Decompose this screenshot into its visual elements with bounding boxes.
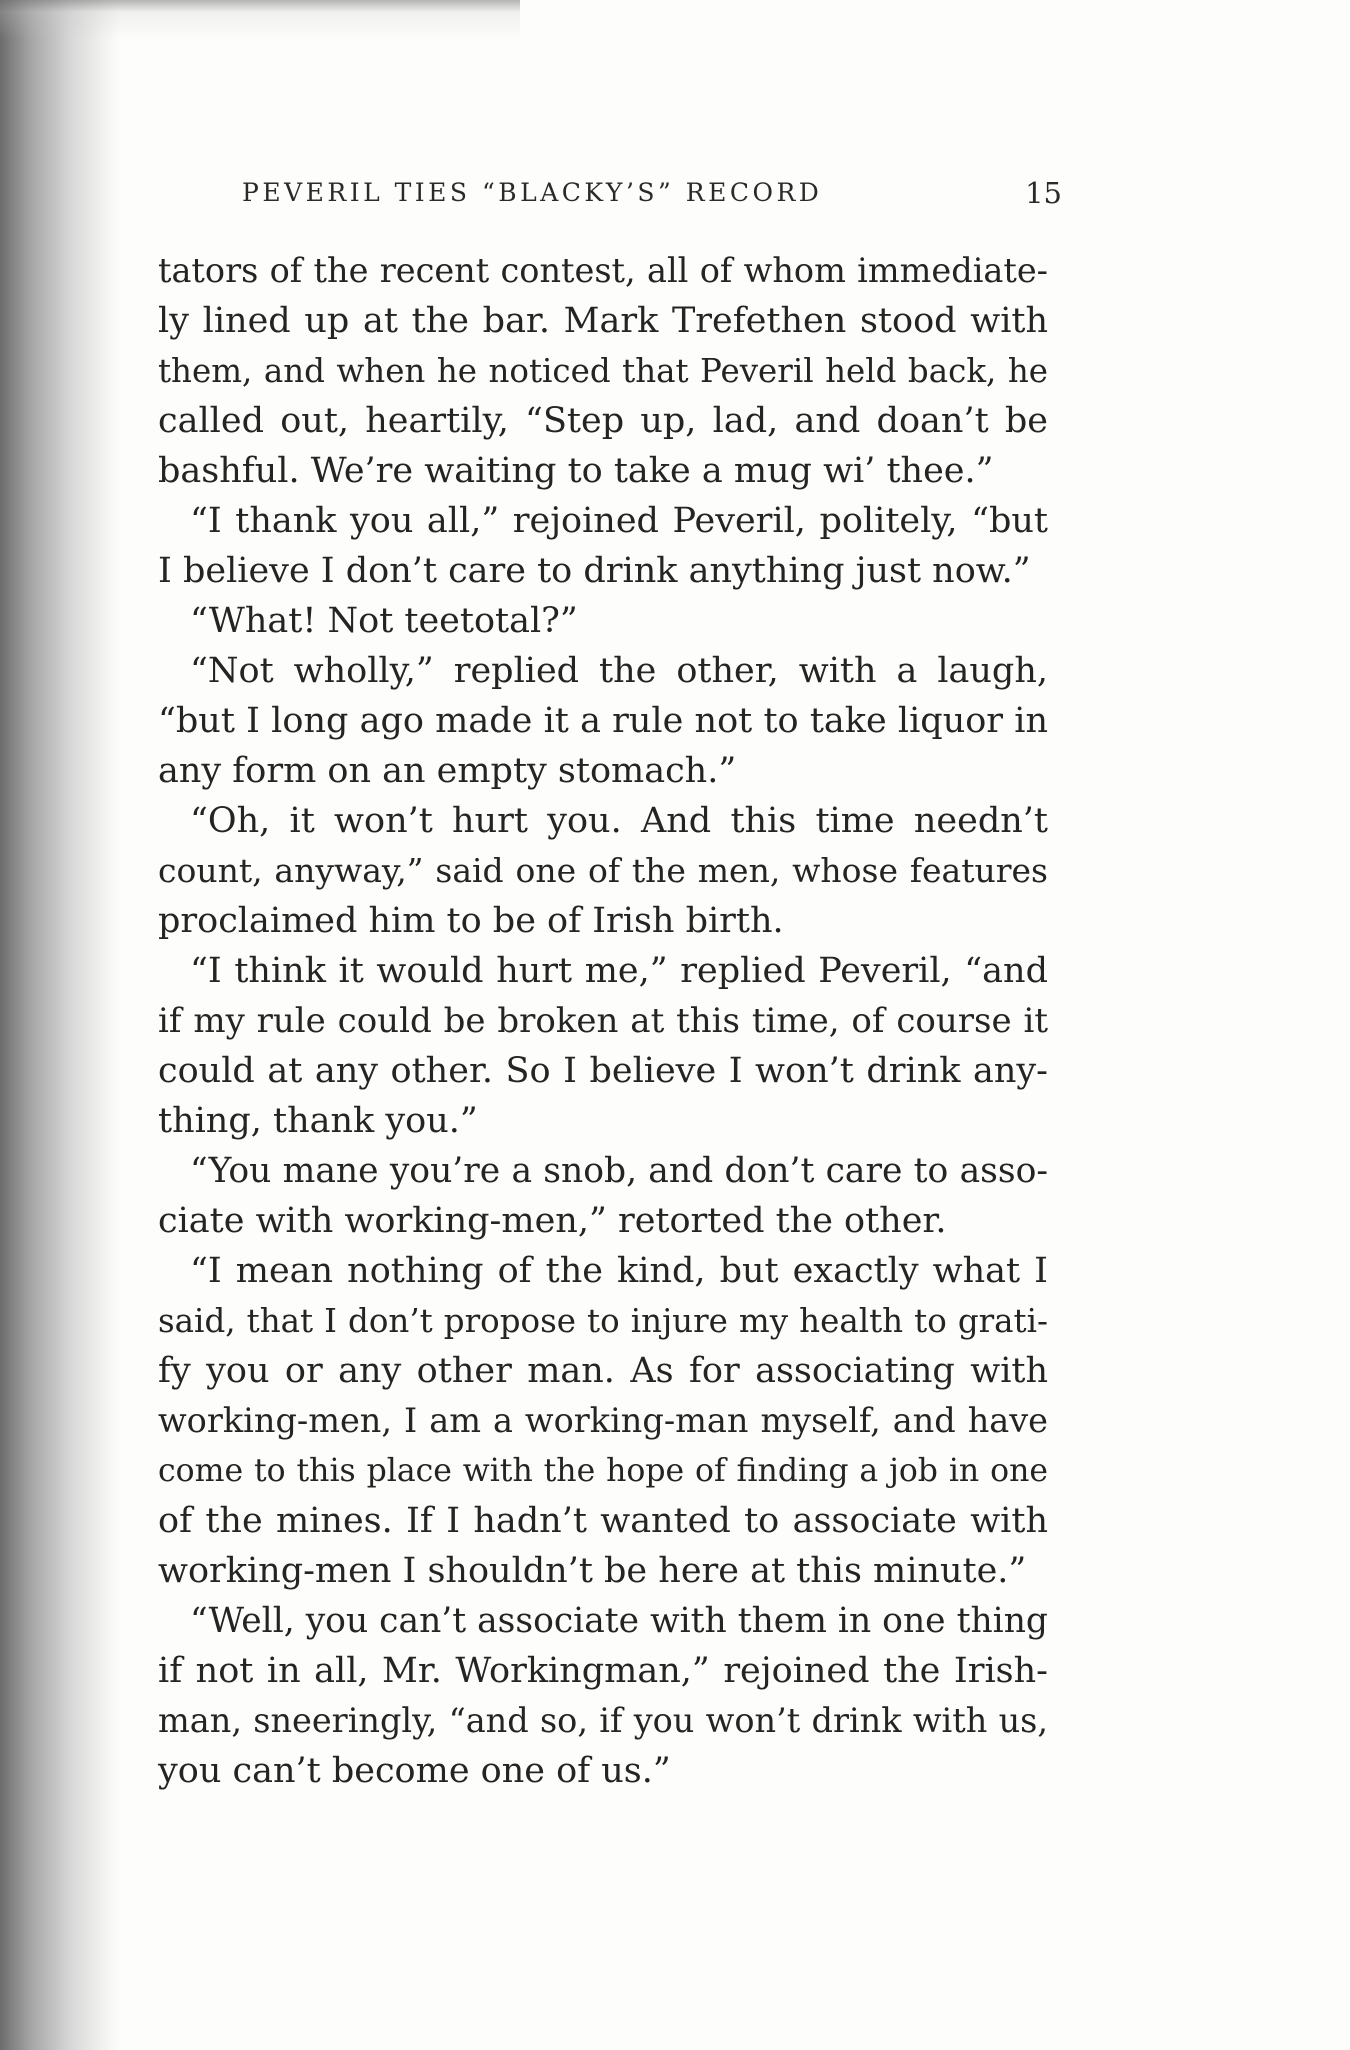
text-line: any form on an empty stomach.”: [158, 751, 737, 791]
text-line: if not in all, Mr. Workingman,” rejoined the Irish-: [158, 1651, 1048, 1691]
text-line: proclaimed him to be of Irish birth.: [158, 901, 784, 941]
text-line: called out, heartily, “Step up, lad, and doan’t be: [158, 401, 1048, 441]
text-line: “but I long ago made it a rule not to take liquor in: [158, 701, 1048, 741]
body-text: [158, 246, 1048, 1796]
text-line: fy you or any other man. As for associating with: [158, 1351, 1048, 1391]
binding-shadow: [0, 0, 120, 2050]
text-line: ly lined up at the bar. Mark Trefethen stood with: [158, 301, 1048, 341]
text-line: of the mines. If I hadn’t wanted to associate with: [158, 1501, 1048, 1541]
text-line: thing, thank you.”: [158, 1101, 478, 1141]
text-line: count, anyway,” said one of the men, whose features: [158, 851, 1048, 890]
running-title: PEVERIL TIES “BLACKY’S” RECORD: [242, 178, 823, 207]
text-line: said, that I don’t propose to injure my health to grati-: [158, 1302, 1048, 1340]
text-line: working-men I shouldn’t be here at this minute.”: [158, 1551, 1027, 1591]
page-edge-shadow: [0, 0, 520, 90]
page-number: 15: [1025, 176, 1062, 210]
text-line: “Oh, it won’t hurt you. And this time needn’t: [190, 801, 1048, 841]
text-line: “Well, you can’t associate with them in one thing: [190, 1601, 1048, 1641]
text-line: “Not wholly,” replied the other, with a laugh,: [190, 651, 1048, 691]
text-line: come to this place with the hope of finding a job in one: [158, 1453, 1048, 1489]
text-line: I believe I don’t care to drink anything just now.”: [158, 551, 1031, 591]
text-line: ciate with working-men,” retorted the other.: [158, 1201, 947, 1241]
text-line: “What! Not teetotal?”: [190, 601, 578, 641]
text-line: bashful. We’re waiting to take a mug wi’ thee.”: [158, 451, 994, 491]
text-line: them, and when he noticed that Peveril held back, he: [158, 352, 1048, 390]
text-line: “I think it would hurt me,” replied Peveril, “and: [190, 951, 1048, 991]
text-line: you can’t become one of us.”: [158, 1751, 671, 1791]
text-line: “I thank you all,” rejoined Peveril, politely, “but: [190, 501, 1048, 541]
text-line: “You mane you’re a snob, and don’t care to asso-: [190, 1151, 1048, 1191]
running-header: [242, 178, 1062, 222]
text-line: man, sneeringly, “and so, if you won’t drink with us,: [158, 1701, 1048, 1740]
text-line: working-men, I am a working-man myself, and have: [158, 1401, 1048, 1440]
text-line: tators of the recent contest, all of whom immediate-: [158, 251, 1048, 290]
text-line: “I mean nothing of the kind, but exactly what I: [190, 1251, 1048, 1291]
text-line: if my rule could be broken at this time, of course it: [158, 1001, 1048, 1041]
text-line: could at any other. So I believe I won’t drink any-: [158, 1051, 1048, 1091]
